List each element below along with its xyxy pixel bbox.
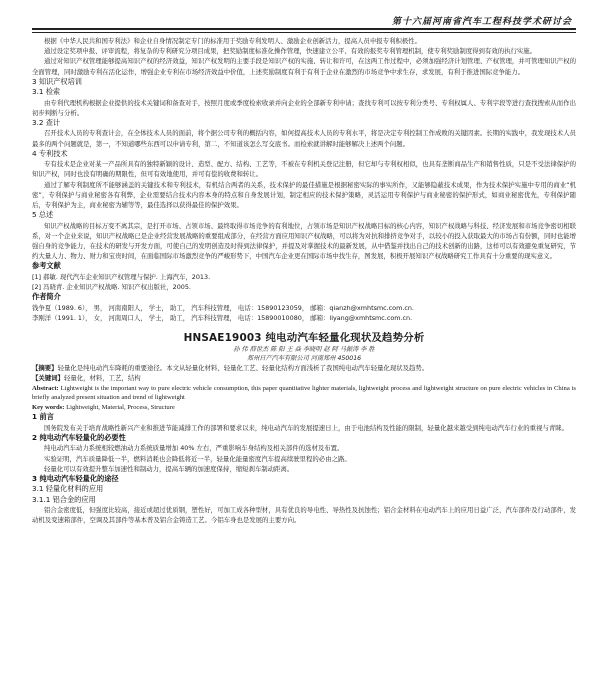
p2-section-2-heading: 2 纯电动汽车轻量化的必要性 — [32, 432, 126, 442]
references-heading: 参考文献 — [32, 261, 61, 271]
reference-item: [1] 郝敏. 现代汽车企业知识产权管理与保护. 上海汽车，2013. — [32, 272, 211, 281]
keywords-text: 轻量化，材料，工艺，结构 — [63, 374, 141, 383]
p2-section-3-1-1-text: 铝合金密度低，但强度比较高，接近或超过优质钢，塑性好，可加工成各种型材，具有优良的导电性、导热性及抗蚀性；铝合金材料在电动汽车上的应用日益广泛，汽车部件及行动部件，发动机及变速箱部件，空调及其部件等基本普及铝合金铸造工艺。今铝车身也是发展的主要方向。 — [32, 506, 576, 525]
keywords-en — [32, 403, 576, 413]
p2-section-2-text-3: 轻量化可以有效提升整车加速性和制动力，提高车辆的加速度保持，缩短刹车制动距离。 — [44, 464, 294, 473]
abstract-en — [32, 384, 576, 403]
keywords-label: 【关键词】 — [32, 374, 64, 383]
section-5-heading: 5 总述 — [32, 210, 54, 220]
en-abstract-label: Abstract: — [32, 384, 59, 392]
section-3-1-text: 由专利代理机构根据企业提供的技术关键词和备查对手，按照月度或季度检索收录并向企业的全部新专利申请；查找专利可以按专利分类号、专利权属人、专利字段等进行查找搜索从而作出初步判断与分析。 — [32, 98, 576, 117]
author-bio: 李刚洋（1991. 1）， 女， 河南周口人， 学士， 助工， 汽车科技管理， 电话：15890010080， 邮箱：liyang@xmhtsmc.com.cn. — [32, 313, 413, 322]
section-3-2-heading: 3.2 查计 — [32, 118, 61, 128]
abstract-label: 【摘要】 — [32, 364, 58, 373]
p2-section-2-text-2: 实验证明，汽车质量降低一半，燃料消耗也会降低将近一半，轻量化能量密度汽车提高续驶里程的必由之路。 — [44, 454, 351, 463]
section-4-heading: 4 专利技术 — [32, 148, 68, 158]
section-3-2-text: 召开技术人员的专利查计会，在全体技术人员的面前，将个据公司专利的概括内容，如何提高技术人员的专利水平，将是决定专利控制工作成败的关键因素。长期的实践中，我发现技术人员最多的两个问题就是，第一，不知道哪些东西可以申请专利，第二，不知道该怎么写交底书。而检索就讲解时能够解决上述两个问题。 — [32, 129, 576, 148]
p2-section-1-text: 国务院发布关于培育战略性新兴产业和推进节能减排工作的部署和要求以来，纯电动汽车的发展提速日上，由于电池结构及性能的限制，轻量化越来越受到纯电动汽车行业的重视与青睐。 — [44, 423, 569, 432]
intro-paragraph-3: 通过对知识产权管理能够提高知识产权的经济效益，知识产权发明的主要手段是知识产权的实施、转让和许可，在这两工作过程中，必须加强经济计划管理、产权管理，并可管理知识产权的全面管理，同时激励专利在活化运作，增强企业专利在市场经济效益中价值，上述奖励制度有利于有利于企业在激烈的市场竞争中求生存，求发展，有利于推进国际竞争能力。 — [32, 57, 576, 76]
reference-item: [2] 冯晓青. 企业知识产权战略. 知识产权出版社，2005. — [32, 283, 191, 292]
paper-authors: 孙 伟 薛世杰 陈 阳 王 焱 李晓明 赵 阿 马振涛 李 胜 — [233, 346, 375, 354]
abstract-cn — [32, 363, 576, 373]
p2-section-1-heading: 1 前言 — [32, 412, 54, 422]
section-3-heading: 3 知识产权培训 — [32, 76, 82, 86]
page-body — [32, 36, 576, 526]
header-rule — [32, 28, 576, 33]
section-5-text: 知识产权战略的目标万变不离其宗，是打开市场、占领市场、最终取得市场竞争的有利地位，占领市场是知识产权战略目标的核心内容，知识产权战略与科技、经济发展和市场竞争密切相联系，对一个企业来说，知识产权战略已是企业经营发展战略的重要组成部分，在经营方面应用知识产权战略，可以将为对抗和排挤竞争对手，以较小的投入获取最大的市场占有份额，同时也能增强自身的竞争能力，在技术的研发与开发方面，可使自己的发明创造及时得到法律保护，并提及对掌握技术的最新发展，从中借鉴并找出自己的技术创新的出路，这样可以有效避免重复研究，节约大量人力、物力、财力和宝贵时间，在面临国际市场激烈竞争的严峻形势下，中国汽车企业更在国际市场中找生存，图发展，积极开展知识产权战略研究工作具有十分重要的现实意义。 — [32, 221, 576, 261]
authors-heading: 作者简介 — [32, 292, 61, 302]
p2-section-3-1-heading: 3.1 轻量化材料的应用 — [32, 484, 104, 494]
p2-section-2-text-1: 纯电动汽车动力系统相较燃油动力系统质量增加 40% 左右，严重影响车身结构及相关部件的选材及布置。 — [44, 444, 344, 453]
p2-section-3-heading: 3 纯电动汽车轻量化的途径 — [32, 473, 119, 483]
en-keywords-text: Lightweight, Material, Process, Structure — [66, 403, 175, 411]
paper-affiliation: 郑州日产汽车有限公司 河南郑州 450016 — [246, 355, 362, 363]
abstract-text: 轻量化是纯电动汽车降耗的重要途径。本文从轻量化材料、轻量化工艺、轻量化结构方面浅析了我国纯电动汽车轻量化现状及趋势。 — [57, 364, 429, 373]
references — [32, 261, 576, 292]
section-4-text-2: 通过了解专利制度所不能够涵盖的关键技术和专利技术，有机结合两者的关系，技术保护的最佳措施是根据秘密实际的事实所作，又能够隐蔽技术成果，作为技术保护实施中专用的商业“机密”，专利保护与商业秘密各有利弊，企业需要结合技术内容本身的特点和自身发展计划，制定相应的技术保护策略，灵活运用专利保护与商业秘密的保护形式，如商业秘密优先，专利保护随后，专利保护为主，商业秘密为辅等等，最佳选择以获得最佳的保护效果。 — [32, 180, 576, 210]
section-4-text: 专有技术是企业对某一产品所具有的独特新颖的设计、造型、配方、结构、工艺等，不被在专利机关登记注册，但它却与专利权相似，也具有垄断商品生产和销售性质，只是不受法律保护的知识产权，同时也没有明确的期限性，但可有效地使用，并可有偿的收费和转让。 — [32, 160, 576, 179]
en-keywords-label: Key words: — [32, 403, 65, 411]
en-abstract-text: Lightweight is the important way to pure electric vehicle consumption, this paper quantitative lighter materials, lightweight process and lightweight structure on pure electric vehicles in China is briefly analyzed present situation and trend of lightweight — [32, 384, 576, 402]
journal-running-header: 第十六届河南省汽车工程科技学术研讨会 — [391, 17, 572, 27]
intro-paragraph-1: 根据《中华人民共和国专利法》和企业自身情况制定专门的标准用于奖励专利发明人、激励企业创新活力，提高人员申报专利积极性。 — [44, 37, 422, 45]
keywords-cn — [32, 373, 576, 383]
abstract-block — [32, 363, 576, 412]
intro-paragraph-2: 通过设定奖项申报、评审流程，将复杂的专利研究分项目成果，把奖励制度标准化操作管理，快速建立公平、有效的报奖专利管理机制，使专利奖励制度得到有效的执行实施。 — [44, 47, 537, 56]
p2-section-3-1-1-heading: 3.1.1 铝合金的应用 — [32, 494, 96, 504]
author-bios — [32, 292, 576, 323]
author-bio: 钱争夏（1989. 6）， 男， 河南南阳人， 学士， 助工， 汽车科技管理， 电话：15890123059， 邮箱：qianzh@xmhtsmc.com.cn. — [32, 303, 414, 312]
section-3-1-heading: 3.1 检索 — [32, 87, 61, 97]
paper-title: HNSAE19003 纯电动汽车轻量化现状及趋势分析 — [183, 332, 425, 345]
